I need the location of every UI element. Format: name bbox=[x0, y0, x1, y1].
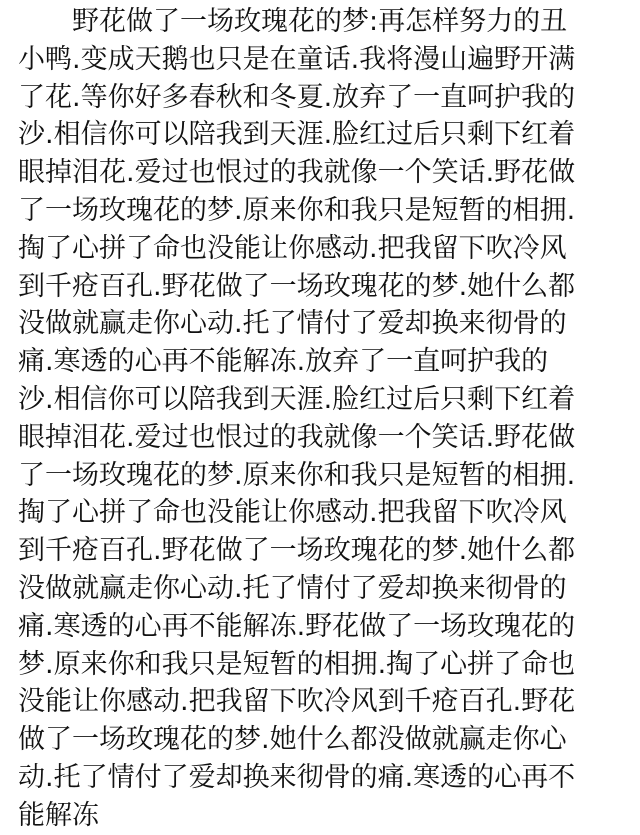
lyrics-line-9: 没做就赢走你心动.托了情付了爱却换来彻骨的 bbox=[18, 308, 567, 340]
lyrics-line-22: 能解冻 bbox=[18, 799, 99, 831]
lyrics-line-16: 没做就赢走你心动.托了情付了爱却换来彻骨的 bbox=[18, 572, 567, 604]
lyrics-line-13: 了一场玫瑰花的梦.原来你和我只是短暂的相拥. bbox=[18, 459, 576, 491]
lyrics-line-2: 小鸭.变成天鹅也只是在童话.我将漫山遍野开满 bbox=[18, 43, 576, 75]
lyrics-line-10: 痛.寒透的心再不能解冻.放弃了一直呵护我的 bbox=[18, 346, 549, 378]
lyrics-line-11: 沙.相信你可以陪我到天涯.脸红过后只剩下红着 bbox=[18, 383, 576, 415]
lyrics-line-17: 痛.寒透的心再不能解冻.野花做了一场玫瑰花的 bbox=[18, 610, 576, 642]
lyrics-line-4: 沙.相信你可以陪我到天涯.脸红过后只剩下红着 bbox=[18, 119, 576, 151]
lyrics-line-5: 眼掉泪花.爱过也恨过的我就像一个笑话.野花做 bbox=[18, 157, 576, 189]
lyrics-line-7: 掏了心拼了命也没能让你感动.把我留下吹冷风 bbox=[18, 232, 567, 264]
lyrics-line-1: 野花做了一场玫瑰花的梦:再怎样努力的丑 bbox=[72, 6, 568, 37]
lyrics-line-12: 眼掉泪花.爱过也恨过的我就像一个笑话.野花做 bbox=[18, 421, 576, 453]
lyrics-line-18: 梦.原来你和我只是短暂的相拥.掏了心拼了命也 bbox=[18, 648, 576, 680]
lyrics-text-block bbox=[18, 3, 628, 835]
lyrics-line-21: 动.托了情付了爱却换来彻骨的痛.寒透的心再不 bbox=[18, 761, 576, 793]
lyrics-line-3: 了花.等你好多春秋和冬夏.放弃了一直呵护我的 bbox=[18, 81, 576, 113]
lyrics-line-20: 做了一场玫瑰花的梦.她什么都没做就赢走你心 bbox=[18, 724, 567, 756]
lyrics-line-6: 了一场玫瑰花的梦.原来你和我只是短暂的相拥. bbox=[18, 194, 576, 226]
lyrics-line-15: 到千疮百孔.野花做了一场玫瑰花的梦.她什么都 bbox=[18, 535, 576, 567]
lyrics-line-14: 掏了心拼了命也没能让你感动.把我留下吹冷风 bbox=[18, 497, 567, 529]
lyrics-line-8: 到千疮百孔.野花做了一场玫瑰花的梦.她什么都 bbox=[18, 270, 576, 302]
lyrics-line-19: 没能让你感动.把我留下吹冷风到千疮百孔.野花 bbox=[18, 686, 576, 718]
